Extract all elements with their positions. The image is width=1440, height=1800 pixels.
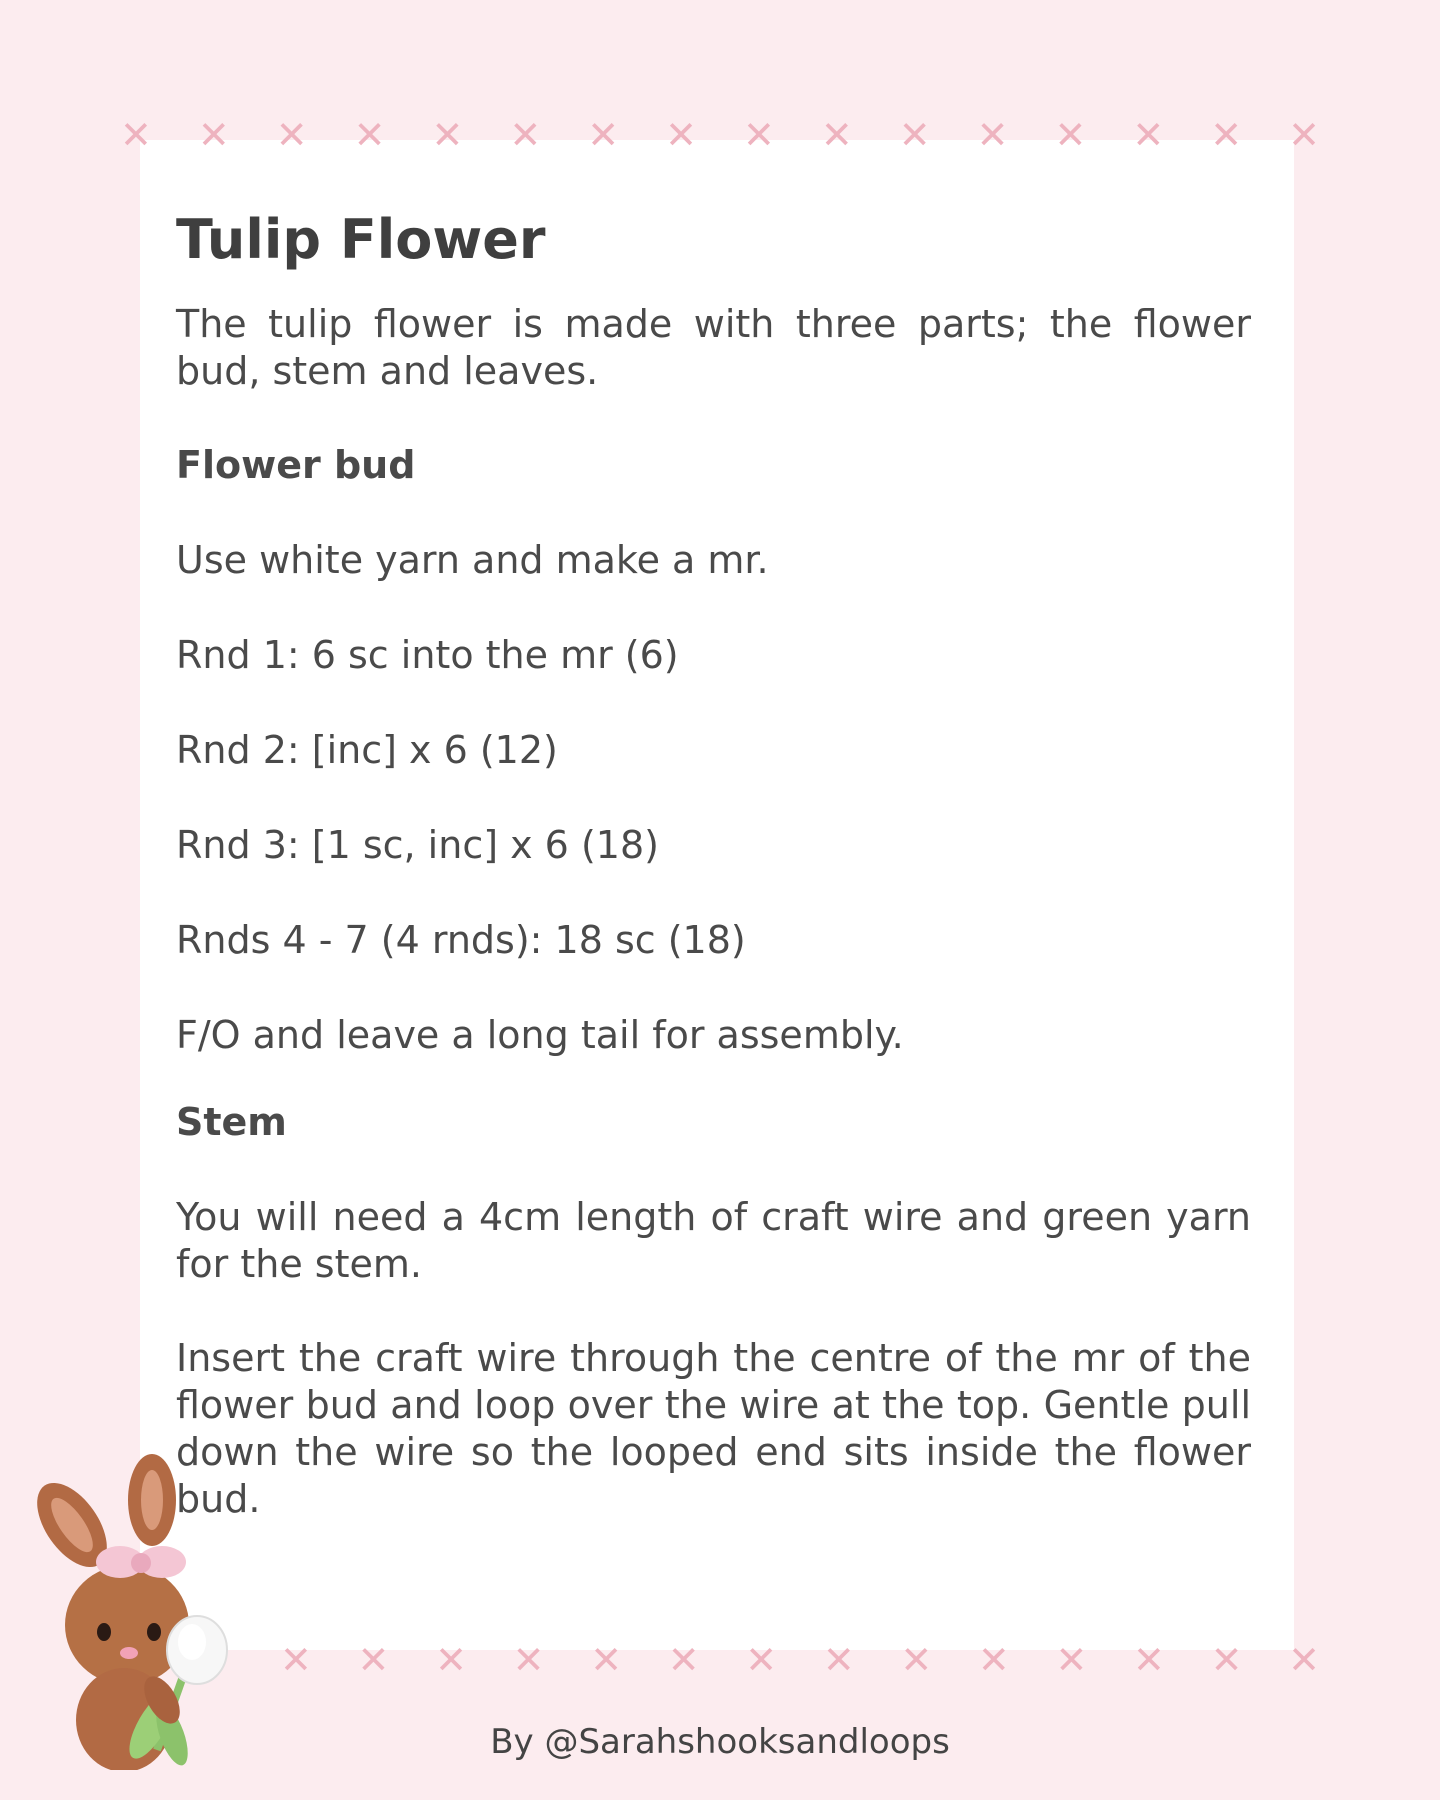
cross-icon: ✕ [275, 113, 308, 157]
cross-icon: ✕ [1055, 1638, 1088, 1682]
cross-icon: ✕ [1054, 113, 1087, 157]
cross-icon: ✕ [435, 1638, 467, 1682]
cross-icon: ✕ [822, 1638, 855, 1682]
cross-icon: ✕ [1133, 1638, 1165, 1682]
cross-icon: ✕ [1288, 1638, 1320, 1682]
instruction-line: Rnd 2: [inc] x 6 (12) [176, 728, 558, 772]
cross-icon: ✕ [357, 1638, 390, 1682]
instruction-line: F/O and leave a long tail for assembly. [176, 1013, 904, 1057]
instruction-line: Rnd 1: 6 sc into the mr (6) [176, 633, 679, 677]
cross-icon: ✕ [120, 113, 152, 157]
top-cross-border [120, 110, 1320, 160]
cross-icon: ✕ [745, 1638, 778, 1682]
cross-icon: ✕ [512, 1638, 545, 1682]
author-credit: By @Sarahshooksandloops [490, 1722, 950, 1762]
cross-icon: ✕ [1210, 113, 1243, 157]
intro-text: The tulip flower is made with three parts; the flower bud, stem and leaves. [176, 302, 1251, 393]
stem-heading: Stem [176, 1100, 287, 1144]
cross-icon: ✕ [898, 113, 931, 157]
cross-icon: ✕ [353, 113, 386, 157]
pattern-content [176, 205, 1251, 1523]
cross-icon: ✕ [1288, 113, 1320, 157]
cross-icon: ✕ [509, 113, 542, 157]
cross-icon: ✕ [590, 1638, 623, 1682]
instruction-line: Rnds 4 - 7 (4 rnds): 18 sc (18) [176, 918, 746, 962]
cross-icon: ✕ [280, 1638, 312, 1682]
cross-icon: ✕ [1132, 113, 1165, 157]
cross-icon: ✕ [197, 113, 230, 157]
cross-icon: ✕ [900, 1638, 933, 1682]
cross-icon: ✕ [820, 113, 853, 157]
flower-bud-heading: Flower bud [176, 443, 416, 487]
stem-paragraph: Insert the craft wire through the centre of the mr of the flower bud and loop over the wire at the top. Gentle pull down the wire so the looped end sits inside the flower bud. [176, 1336, 1251, 1521]
bottom-cross-border [280, 1635, 1320, 1685]
instruction-line: Use white yarn and make a mr. [176, 538, 769, 582]
cross-icon: ✕ [977, 1638, 1010, 1682]
cross-icon: ✕ [431, 113, 464, 157]
stem-paragraph: You will need a 4cm length of craft wire and green yarn for the stem. [176, 1195, 1251, 1286]
cross-icon: ✕ [1210, 1638, 1243, 1682]
cross-icon: ✕ [587, 113, 620, 157]
instruction-line: Rnd 3: [1 sc, inc] x 6 (18) [176, 823, 659, 867]
cross-icon: ✕ [665, 113, 697, 157]
cross-icon: ✕ [743, 113, 775, 157]
cross-icon: ✕ [667, 1638, 700, 1682]
page-title: Tulip Flower [176, 208, 546, 271]
cross-icon: ✕ [976, 113, 1009, 157]
